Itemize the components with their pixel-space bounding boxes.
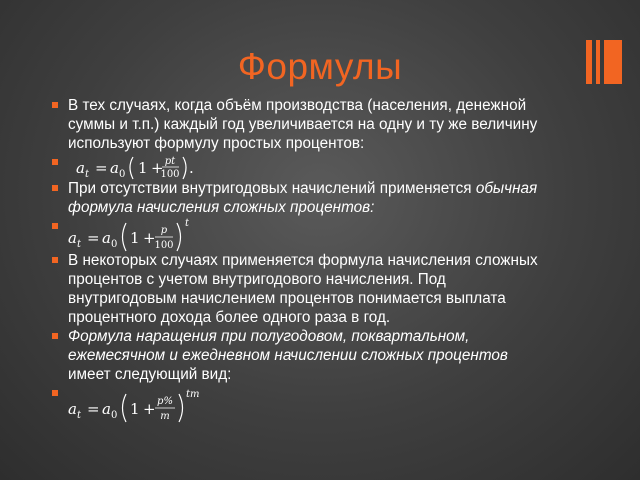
formula-numerator: pt	[164, 156, 176, 167]
formula-plus: +	[151, 159, 164, 177]
formula-one: 1	[138, 159, 148, 177]
formula-numerator: p%	[157, 396, 173, 407]
formula-a0-var: a	[102, 400, 111, 418]
bullet-list	[68, 96, 548, 424]
formula-lhs-sub: t	[77, 239, 82, 250]
formula-numerator: p	[160, 225, 168, 236]
formula-equals: =	[95, 159, 108, 177]
formula-left-paren	[123, 394, 127, 422]
bullet-marker	[52, 223, 58, 229]
formula-plus: +	[143, 400, 156, 418]
bullet-marker	[52, 390, 58, 396]
formula-denominator: m	[160, 411, 170, 422]
formula-lhs-var: a	[76, 159, 85, 177]
bullet-text: В некоторых случаях применяется формула начисления сложных процентов с учетом внутригодового начисления. Под внутригодовым начислением процентов понимается выплата процентного дохода более одного раза в год.	[68, 252, 538, 326]
formula-a0-sub: 0	[119, 169, 126, 180]
bullet-marker	[52, 185, 58, 191]
formula-right-paren	[183, 157, 186, 179]
formula-right-paren	[177, 223, 181, 251]
bullet-accrual-formula-intro	[68, 327, 548, 384]
formula-simple-interest	[68, 153, 248, 181]
formula-a0-sub: 0	[111, 239, 118, 250]
formula-a0-sub: 0	[111, 410, 118, 421]
bullet-formula-compound	[68, 217, 548, 251]
bullet-marker	[52, 102, 58, 108]
bullet-text: имеет следующий вид:	[68, 366, 232, 383]
formula-lhs-var: a	[68, 400, 77, 418]
formula-a0-var: a	[102, 229, 111, 247]
formula-lhs-var: a	[68, 229, 77, 247]
formula-exponent: tm	[186, 389, 200, 400]
formula-left-paren	[130, 157, 133, 179]
formula-period: .	[189, 159, 194, 177]
formula-equals: =	[87, 400, 100, 418]
bullet-compound-intro	[68, 179, 548, 217]
bullet-text-italic: обычная формула начисления сложных процентов:	[68, 180, 538, 216]
bullet-formula-simple	[68, 153, 548, 179]
bullet-simple-interest	[68, 96, 548, 153]
formula-equals: =	[87, 229, 100, 247]
formula-denominator: 100	[154, 240, 174, 251]
bullet-marker	[52, 257, 58, 263]
formula-lhs-sub: t	[85, 169, 90, 180]
formula-a0-var: a	[110, 159, 119, 177]
formula-left-paren	[123, 223, 127, 251]
bullet-formula-intrayear	[68, 384, 548, 424]
formula-denominator: 100	[160, 169, 180, 180]
formula-exponent: t	[185, 218, 190, 229]
formula-intrayear-compound	[68, 384, 248, 424]
bullet-text-italic: Формула наращения при полугодовом, поквартальном, ежемесячном и ежедневном начислении сложных процентов	[68, 328, 508, 364]
formula-one: 1	[130, 400, 140, 418]
formula-lhs-sub: t	[77, 410, 82, 421]
formula-right-paren	[179, 394, 183, 422]
bullet-marker	[52, 159, 58, 165]
bullet-text: В тех случаях, когда объём производства (населения, денежной суммы и т.п.) каждый год увеличивается на одну и ту же величину используют формулу простых процентов:	[68, 97, 538, 152]
bullet-intrayear-description	[68, 251, 548, 327]
bullet-text: При отсутствии внутригодовых начислений применяется	[68, 180, 476, 197]
formula-compound-interest	[68, 217, 248, 251]
formula-one: 1	[130, 229, 140, 247]
slide-title: Формулы	[237, 46, 403, 87]
formula-plus: +	[143, 229, 156, 247]
bullet-marker	[52, 333, 58, 339]
